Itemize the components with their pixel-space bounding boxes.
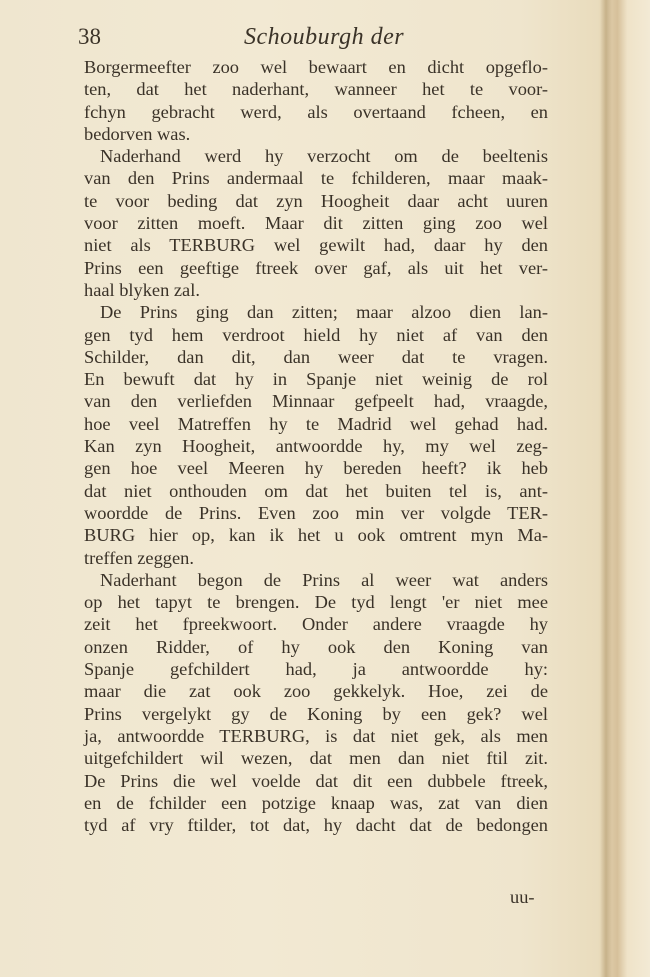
text-line: haal blyken zal. (84, 279, 200, 300)
page-header (78, 24, 548, 56)
text-line: Naderhant begon de Prins al weer wat anders (100, 569, 548, 590)
text-line: uitgefchildert wil wezen, dat men dan niet ftil zit. (84, 748, 548, 769)
catchword: uu- (510, 887, 535, 907)
text-line: van den verliefden Minnaar gefpeelt had, vraagde, (84, 391, 548, 412)
running-head: Schouburgh der (244, 24, 405, 50)
text-line: tyd af vry ftilder, tot dat, hy dacht dat de bedongen (84, 815, 548, 836)
text-line: en de fchilder een potzige knaap was, zat van dien (84, 792, 548, 813)
text-line: woordde de Prins. Even zoo min ver volgde TER- (84, 502, 548, 523)
text-line: hoe veel Matreffen hy te Madrid wel gehad had. (84, 413, 548, 434)
text-line: treffen zeggen. (84, 547, 194, 568)
text-line: De Prins die wel voelde dat dit een dubbele ftreek, (84, 770, 548, 791)
text-line: zeit het fpreekwoort. Onder andere vraagde hy (84, 614, 548, 635)
text-line: BURG hier op, kan ik het u ook omtrent myn Ma- (84, 525, 548, 546)
text-line: gen hoe veel Meeren hy bereden heeft? ik heb (84, 458, 548, 479)
text-line: ten, dat het naderhant, wanneer het te voor- (84, 79, 548, 100)
text-line: niet als TERBURG wel gewilt had, daar hy den (84, 235, 548, 256)
page-number: 38 (78, 24, 101, 49)
body-text (84, 56, 548, 836)
text-line: Naderhand werd hy verzocht om de beeltenis (100, 146, 548, 167)
page-gutter (600, 0, 612, 977)
text-line: De Prins ging dan zitten; maar alzoo dien lan- (100, 302, 548, 323)
text-line: Schilder, dan dit, dan weer dat te vragen. (84, 346, 548, 367)
text-line: voor zitten moeft. Maar dit zitten ging zoo wel (84, 213, 548, 234)
text-line: van den Prins andermaal te fchilderen, maar maak- (84, 168, 548, 189)
text-line: Kan zyn Hoogheit, antwoordde hy, my wel zeg- (84, 436, 548, 457)
text-line: Prins een geeftige ftreek over gaf, als uit het ver- (84, 257, 548, 278)
text-line: maar die zat ook zoo gekkelyk. Hoe, zei de (84, 681, 548, 702)
text-line: bedorven was. (84, 123, 191, 144)
text-line: Spanje gefchildert had, ja antwoordde hy: (84, 659, 548, 680)
text-line: En bewuft dat hy in Spanje niet weinig de rol (84, 369, 548, 390)
text-line: onzen Ridder, of hy ook den Koning van (84, 636, 548, 657)
text-line: Prins vergelykt gy de Koning by een gek? wel (84, 703, 548, 724)
text-line: ja, antwoordde TERBURG, is dat niet gek, als men (84, 725, 548, 746)
text-line: gen tyd hem verdroot hield hy niet af van den (84, 324, 548, 345)
text-line: dat niet onthouden om dat het buiten tel is, ant- (84, 480, 548, 501)
text-line: te voor beding dat zyn Hoogheit daar acht uuren (84, 190, 548, 211)
text-line: op het tapyt te brengen. De tyd lengt 'er niet mee (84, 592, 548, 613)
text-line: Borgermeefter zoo wel bewaart en dicht opgeflo- (84, 57, 548, 77)
text-line: fchyn gebracht werd, als overtaand fcheen, en (84, 101, 548, 122)
